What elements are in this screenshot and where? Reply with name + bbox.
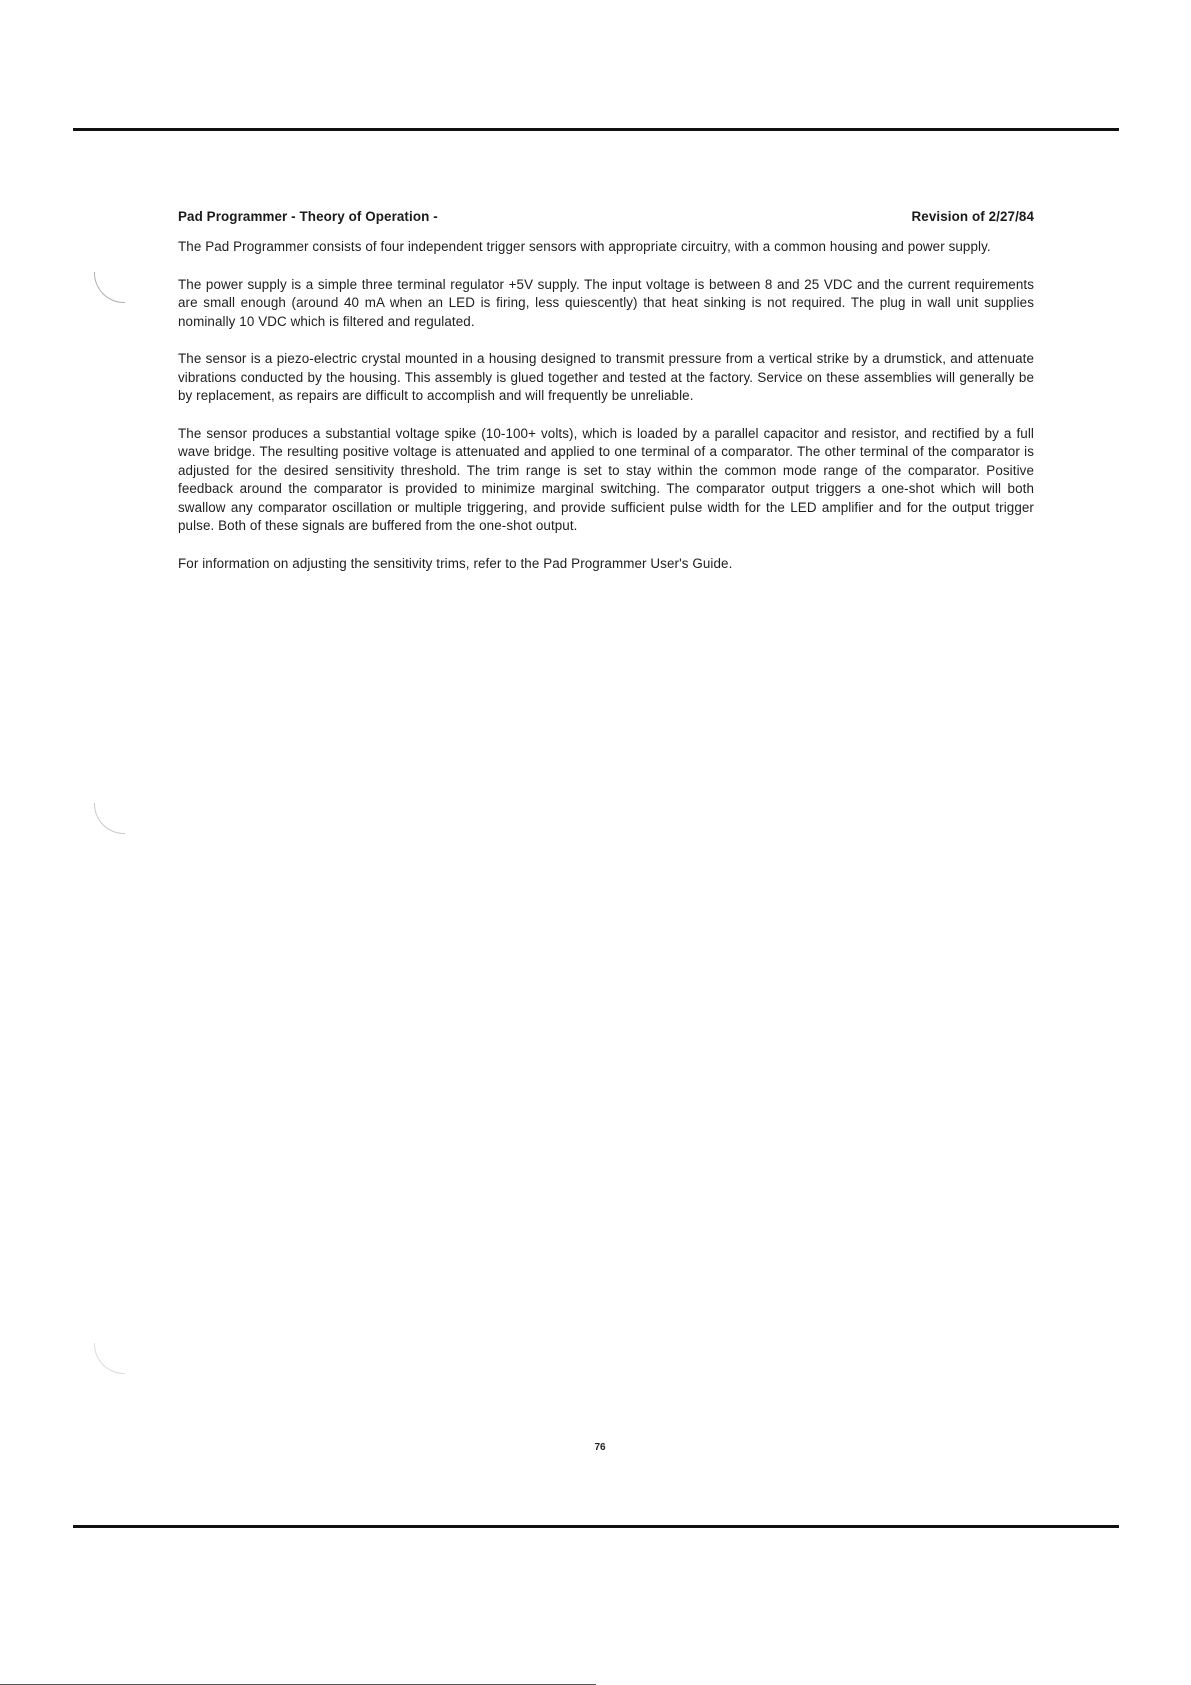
document-title: Pad Programmer - Theory of Operation - (178, 209, 438, 224)
paragraph-sensor: The sensor is a piezo-electric crystal mounted in a housing designed to transmit pressure from a vertical strike by a drumstick, and attenuate vibrations conducted by the housing. This assembly is glued together and tested at the factory. Service on these assemblies will generally be by replacement, as repairs are difficult to accomplish and will frequently be unreliable. (178, 351, 1034, 403)
binder-hole-mark (94, 803, 125, 834)
bottom-rule (73, 1525, 1119, 1528)
revision-date: Revision of 2/27/84 (911, 209, 1034, 224)
paragraph-power-supply: The power supply is a simple three terminal regulator +5V supply. The input voltage is between 8 and 25 VDC and the current requirements are small enough (around 40 mA when an LED is firing, less quiescently) that heat sinking is not required. The plug in wall unit supplies nominally 10 VDC which is filtered and regulated. (178, 276, 1034, 329)
binder-hole-mark (94, 1343, 125, 1374)
page-header (178, 208, 1034, 226)
top-rule (73, 128, 1119, 131)
paragraph-overview: The Pad Programmer consists of four independent trigger sensors with appropriate circuitry, with a common housing and power supply. (178, 239, 991, 254)
page-number: 76 (594, 1442, 606, 1453)
document-body (178, 208, 1034, 592)
paragraph-reference: For information on adjusting the sensitivity trims, refer to the Pad Programmer User's Guide. (178, 555, 733, 571)
paragraph-signal-path: The sensor produces a substantial voltage spike (10-100+ volts), which is loaded by a parallel capacitor and resistor, and rectified by a full wave bridge. The resulting positive voltage is attenuated and applied to one terminal of a comparator. The other terminal of the comparator is adjusted for the desired sensitivity threshold. The trim range is set to stay within the common mode range of the comparator. Positive feedback around the comparator is provided to minimize marginal switching. The comparator output triggers a one-shot which will both swallow any comparator oscillation or multiple triggering, and provide sufficient pulse width for the LED amplifier and for the output trigger pulse. Both of these signals are buffered from the one-shot output. (178, 425, 1034, 533)
binder-hole-mark (94, 272, 125, 303)
